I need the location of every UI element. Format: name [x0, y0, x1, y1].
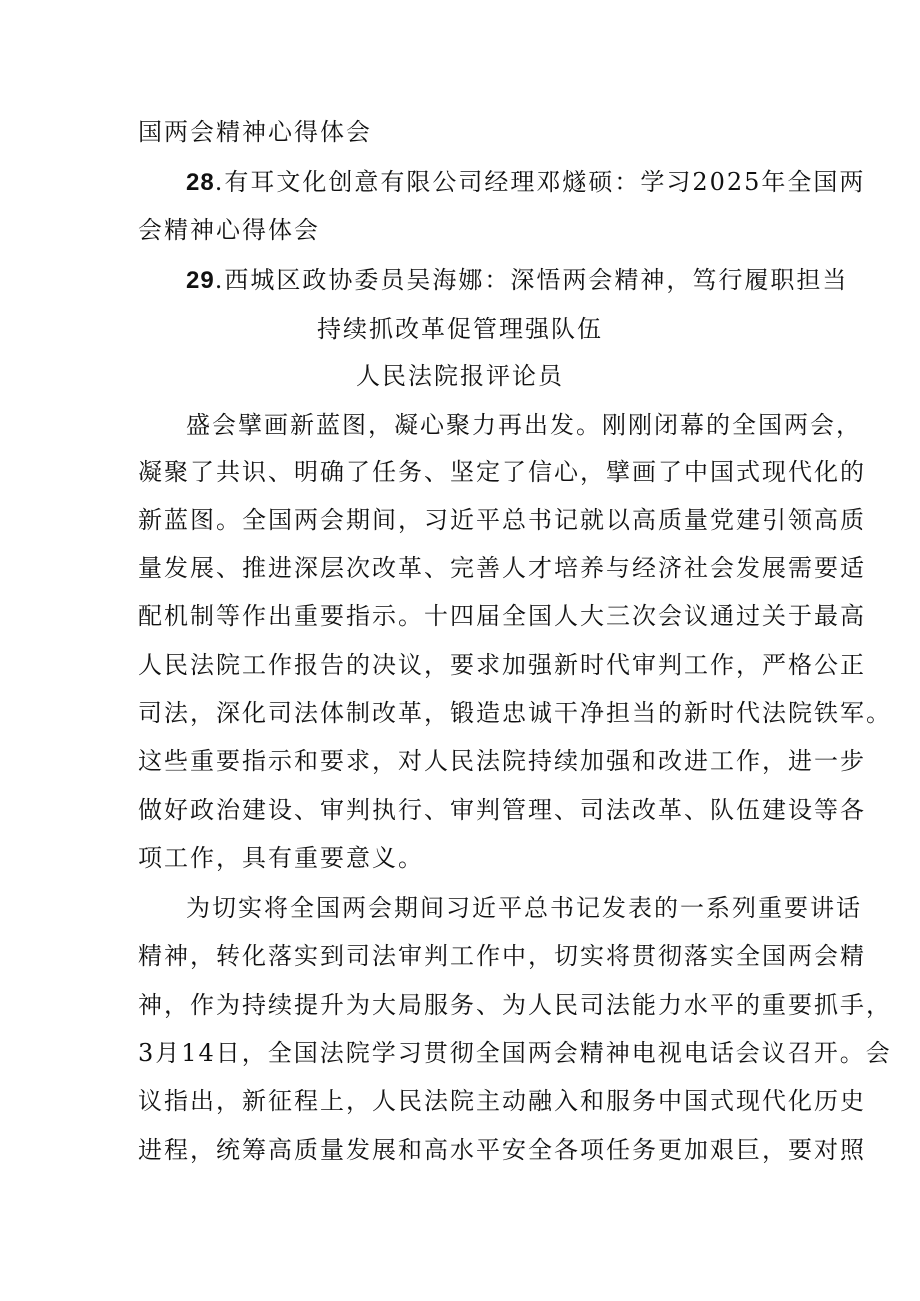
article-title: 持续抓改革促管理强队伍 [317, 315, 603, 343]
paragraph-line: 项工作，具有重要意义。 [138, 844, 424, 872]
toc-item-29 [186, 265, 848, 296]
paragraph-line: 这些重要指示和要求，对人民法院持续加强和改进工作，进一步 [138, 747, 866, 775]
paragraph-line: 人民法院工作报告的决议，要求加强新时代审判工作，严格公正 [138, 651, 866, 679]
toc-item-28-number: 28 [186, 169, 215, 196]
paragraph-line: 盛会擘画新蓝图，凝心聚力再出发。刚刚闭幕的全国两会， [186, 411, 862, 439]
paragraph-line: 量发展、推进深层次改革、完善人才培养与经济社会发展需要适 [138, 554, 866, 582]
paragraph-line: 神，作为持续提升为大局服务、为人民司法能力水平的重要抓手， [138, 991, 892, 1019]
paragraph-line: 新蓝图。全国两会期间，习近平总书记就以高质量党建引领高质 [138, 506, 866, 534]
toc-item-29-text: .西城区政协委员吴海娜：深悟两会精神，笃行履职担当 [214, 266, 849, 294]
toc-item-28-text: .有耳文化创意有限公司经理邓燧硕：学习2025年全国两 [214, 168, 866, 196]
paragraph-line: 3月14日，全国法院学习贯彻全国两会精神电视电话会议召开。会 [138, 1039, 892, 1067]
toc-item-27-continuation: 国两会精神心得体会 [138, 118, 372, 146]
paragraph-line: 议指出，新征程上，人民法院主动融入和服务中国式现代化历史 [138, 1087, 866, 1115]
toc-item-29-number: 29 [186, 267, 215, 294]
paragraph-line: 凝聚了共识、明确了任务、坚定了信心，擘画了中国式现代化的 [138, 458, 866, 486]
toc-item-28-continuation: 会精神心得体会 [138, 216, 320, 244]
toc-item-28 [186, 167, 865, 198]
article-byline: 人民法院报评论员 [356, 362, 564, 390]
paragraph-line: 做好政治建设、审判执行、审判管理、司法改革、队伍建设等各 [138, 796, 866, 824]
paragraph-line: 进程，统筹高质量发展和高水平安全各项任务更加艰巨，要对照 [138, 1136, 866, 1164]
paragraph-line: 配机制等作出重要指示。十四届全国人大三次会议通过关于最高 [138, 602, 866, 630]
paragraph-line: 为切实将全国两会期间习近平总书记发表的一系列重要讲话 [186, 894, 862, 922]
paragraph-line: 精神，转化落实到司法审判工作中，切实将贯彻落实全国两会精 [138, 942, 866, 970]
paragraph-line: 司法，深化司法体制改革，锻造忠诚干净担当的新时代法院铁军。 [138, 699, 892, 727]
